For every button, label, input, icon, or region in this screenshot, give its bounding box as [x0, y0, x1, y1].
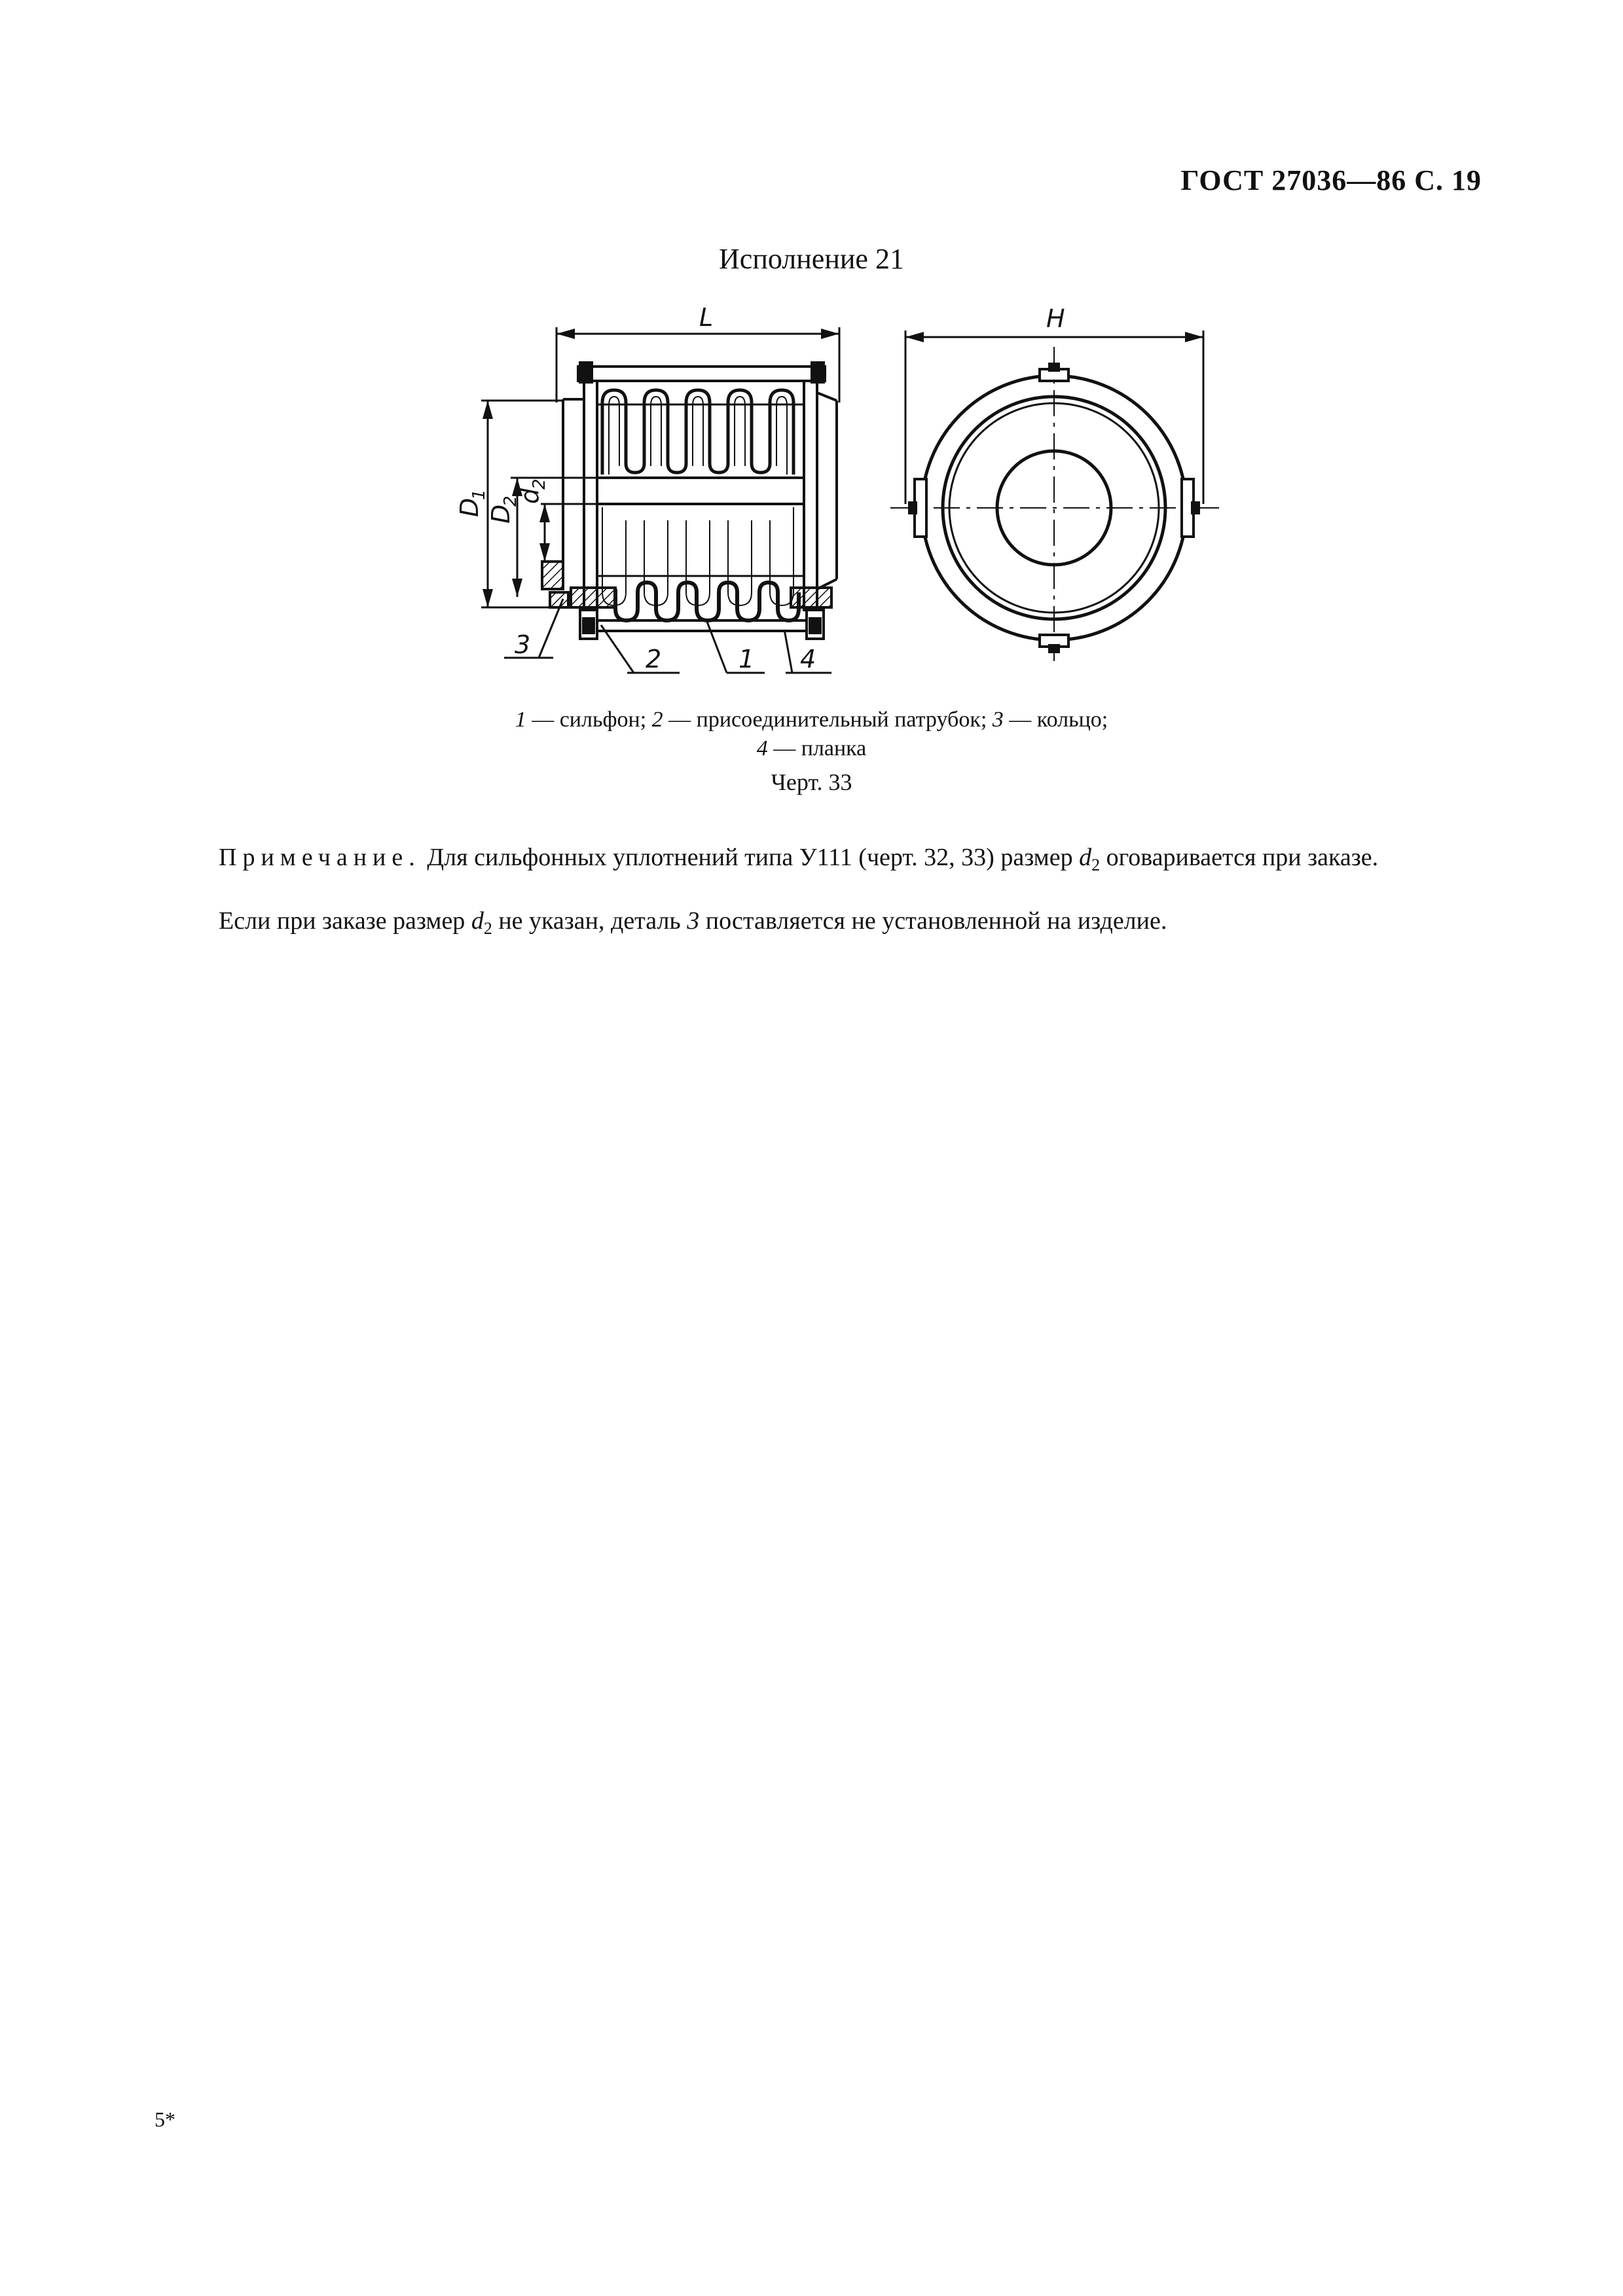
callout-1: 1	[739, 645, 755, 673]
legend-text-2: — присоединительный патрубок;	[663, 708, 993, 732]
legend-num-3: 3	[992, 708, 1004, 732]
end-view	[890, 331, 1221, 661]
dim-label-d2: d	[515, 488, 544, 504]
legend-text-1: — сильфон;	[526, 708, 652, 732]
figure-legend	[0, 706, 1623, 763]
note2-var: d	[471, 907, 484, 935]
dim-label-H: H	[1046, 304, 1065, 333]
callout-4: 4	[800, 645, 816, 673]
figure-caption: Черт. 33	[771, 769, 852, 795]
section-title: Исполнение 21	[719, 243, 904, 275]
legend-num-1: 1	[515, 708, 526, 732]
note2-text-c: поставляется не установленной на изделие.	[699, 907, 1167, 935]
legend-num-2: 2	[651, 708, 663, 732]
callout-2: 2	[646, 645, 662, 673]
note2-text-a: Если при заказе размер	[219, 907, 471, 935]
note2-sub: 2	[483, 919, 492, 938]
note2-part: 3	[687, 907, 700, 935]
page-footer-mark: 5*	[155, 2108, 175, 2131]
dim-label-d2-sub: 2	[530, 478, 549, 490]
note-paragraph	[155, 842, 1484, 881]
note-paragraph-2	[219, 905, 1482, 944]
legend-text-4: — планка	[767, 736, 867, 761]
note-sub: 2	[1091, 855, 1101, 874]
technical-drawing	[0, 0, 1623, 707]
note-text-b: оговаривается при заказе.	[1100, 844, 1379, 871]
callout-3: 3	[515, 630, 531, 659]
dim-label-D2: D	[486, 504, 515, 524]
note-text-a: Для сильфонных уплотнений типа У111 (черт. 32, 33) размер	[420, 844, 1080, 871]
note-label: Примечание.	[219, 844, 421, 871]
legend-num-4: 4	[756, 736, 768, 761]
page-header: ГОСТ 27036—86 С. 19	[1180, 164, 1482, 196]
dim-label-L: L	[699, 303, 714, 332]
note-var: d	[1079, 844, 1092, 871]
note2-text-b: не указан, деталь	[492, 907, 687, 935]
dim-label-D1-sub: 1	[469, 489, 489, 500]
dim-label-D2-sub: 2	[501, 495, 520, 507]
legend-text-3: — кольцо;	[1003, 708, 1108, 732]
dim-label-D1: D	[455, 497, 484, 517]
